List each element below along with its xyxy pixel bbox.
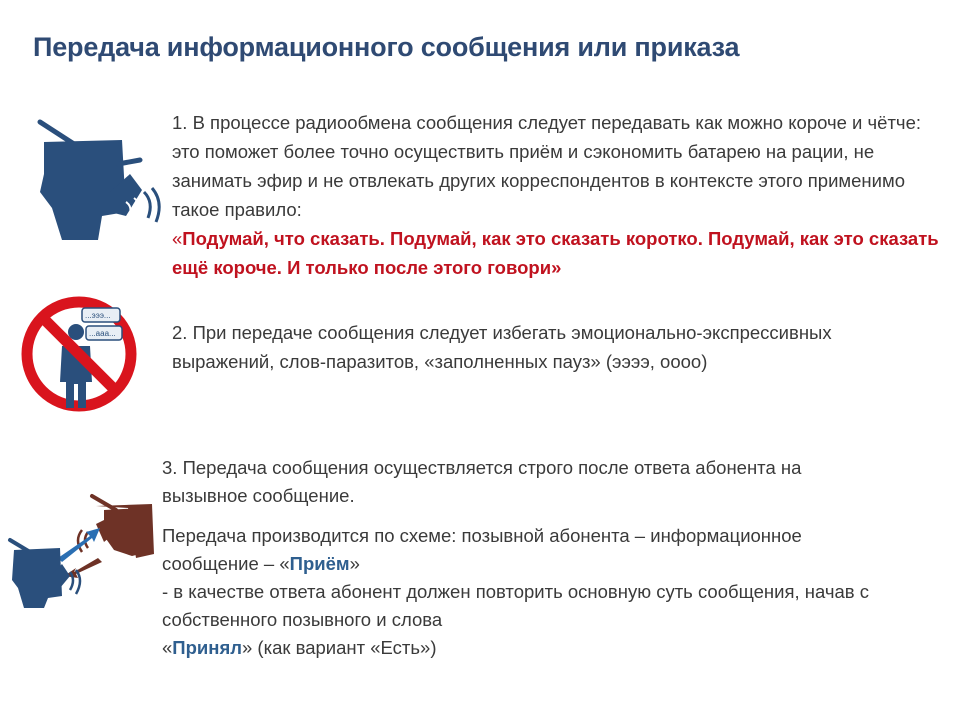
item-1-quote-open: « — [172, 228, 183, 249]
item-2-text-block — [172, 318, 852, 376]
radio-speaker-icon — [22, 112, 162, 247]
item-3-text: 3. Передача сообщения осуществляется строго после ответа абонента на вызывное сообщение. — [162, 457, 802, 506]
accept-suffix: » (как вариант «Есть») — [242, 637, 437, 658]
item-3-answer: - в качестве ответа абонент должен повторить основную суть сообщения, начав с собственного позывного и слова — [162, 581, 869, 630]
item-3-text-block — [162, 454, 892, 662]
bubble-bottom-text: ...ааа... — [89, 329, 116, 338]
bubble-top-text: ...эээ... — [85, 311, 111, 320]
item-3-scheme — [162, 522, 892, 578]
scheme-keyword: Приём — [289, 553, 350, 574]
item-3-accept — [162, 634, 892, 662]
item-2-text: 2. При передаче сообщения следует избегать эмоционально-экспрессивных выражений, слов-паразитов, «заполненных пауз» (ээээ, оооо) — [172, 322, 832, 372]
accept-keyword: Принял — [172, 637, 242, 658]
accept-prefix: « — [162, 637, 173, 658]
item-1-quote: Подумай, что сказать. Подумай, как это сказать коротко. Подумай, как это сказать ещё короче. И только после этого говори» — [172, 228, 939, 278]
scheme-suffix: » — [349, 553, 360, 574]
page-title: Передача информационного сообщения или приказа — [33, 32, 740, 62]
item-1-text: 1. В процессе радиообмена сообщения следует передавать как можно короче и чётче: это поможет более точно осуществить приём и сэкономить батарею на рации, не занимать эфир и не отвлекать других корреспондентов в контексте этого применимо такое правило: — [172, 112, 921, 220]
radio-exchange-icon — [4, 488, 164, 610]
item-1-text-block — [172, 108, 950, 282]
scheme-prefix: Передача производится по схеме: позывной абонента – информационное сообщение – « — [162, 525, 802, 574]
no-filler-words-icon — [16, 292, 146, 420]
